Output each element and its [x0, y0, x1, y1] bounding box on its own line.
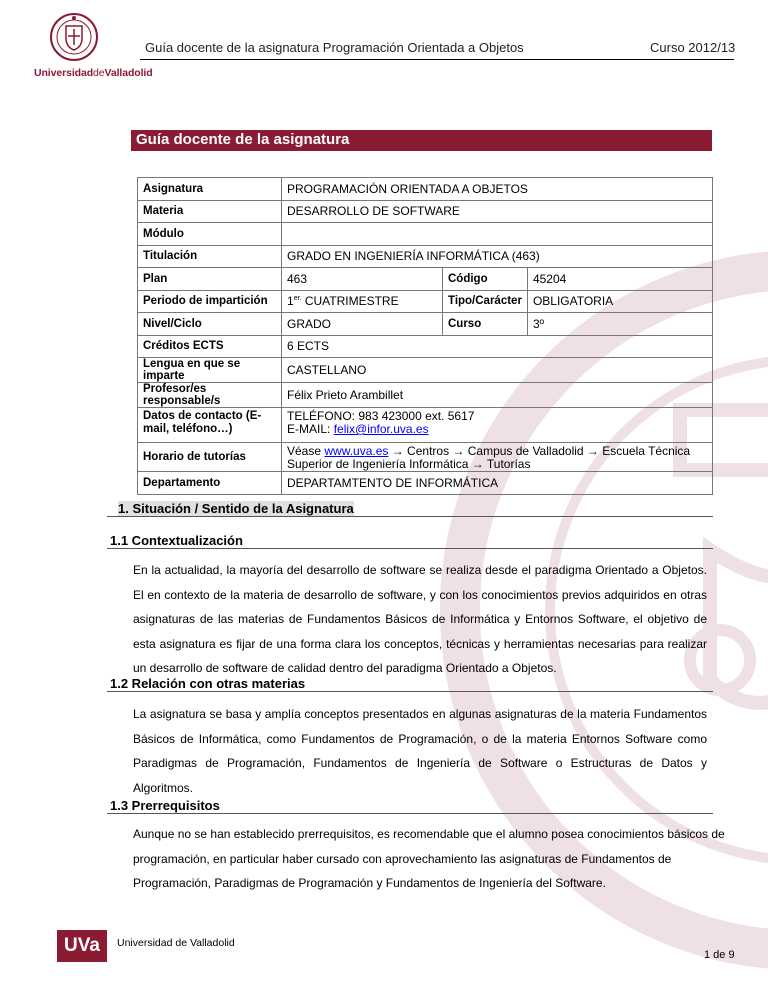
- university-logo-text: UniversidaddeValladolid: [34, 67, 153, 79]
- asignatura-value: PROGRAMACIÓN ORIENTADA A OBJETOS: [282, 178, 713, 201]
- page-number: 1 de 9: [704, 949, 735, 961]
- section-banner: [131, 130, 712, 150]
- materia-label: Materia: [138, 200, 282, 223]
- course-info-table: [137, 177, 713, 495]
- tipo-value: OBLIGATORIA: [527, 290, 712, 313]
- banner-rule: [131, 150, 712, 151]
- table-row: [138, 223, 713, 246]
- uva-website-link[interactable]: www.uva.es: [324, 444, 389, 458]
- section-1-2-heading: 1.2 Relación con otras materias: [110, 676, 306, 691]
- table-row: [138, 268, 713, 291]
- nivel-value: GRADO: [282, 313, 443, 336]
- section-1-rule: [107, 516, 713, 517]
- section-1-3-rule: [107, 813, 713, 814]
- contacto-phone: TELÉFONO: 983 423000 ext. 5617: [287, 409, 475, 423]
- curso-label: Curso: [443, 313, 528, 336]
- table-row: [138, 313, 713, 336]
- departamento-label: Departamento: [138, 472, 282, 495]
- table-row: [138, 443, 713, 472]
- section-1-1-rule: [107, 548, 713, 549]
- table-row: [138, 200, 713, 223]
- section-1-2-text: La asignatura se basa y amplía conceptos presentados en algunas asignaturas de la materia Fundamentos Básicos de Informática, como Fundamentos de Programación, o de la materia Entornos Software como Paradigmas de Programación, Fundamentos de Ingeniería de Software o Estructuras de Datos y Algoritmos.: [133, 707, 707, 795]
- section-1-3-heading: 1.3 Prerrequisitos: [110, 798, 220, 813]
- materia-value: DESARROLLO DE SOFTWARE: [282, 200, 713, 223]
- contacto-value: TELÉFONO: 983 423000 ext. 5617 E-MAIL: felix@infor.uva.es: [282, 408, 713, 443]
- header-course: Curso 2012/13: [650, 40, 736, 55]
- section-1-heading: 1. Situación / Sentido de la Asignatura: [118, 501, 354, 516]
- header-rule: [140, 59, 734, 60]
- periodo-value: $1^{er.}$ CUATRIMESTRE: [282, 290, 443, 313]
- plan-value: 463: [282, 268, 443, 291]
- section-1-1-text: En la actualidad, la mayoría del desarrollo de software se realiza desde el paradigma Orientado a Objetos. El en contexto de la materia de desarrollo de software, y con los conocimientos previos adquiridos en otras asignaturas de las materias de Fundamentos Básicos de Informática y Entornos Software, el objetivo de esta asignatura es fijar de una forma clara los conceptos, técnicas y herramientas necesarias para realizar un desarrollo de software de calidad dentro del paradigma Orientado a Objetos.: [133, 563, 707, 675]
- uva-footer-logo: UVa: [57, 930, 107, 962]
- header-title: Guía docente de la asignatura Programación Orientada a Objetos: [145, 40, 524, 55]
- table-row: [138, 472, 713, 495]
- modulo-value: [282, 223, 713, 246]
- titulacion-label: Titulación: [138, 245, 282, 268]
- periodo-label: Periodo de impartición: [138, 290, 282, 313]
- tipo-label: Tipo/Carácter: [443, 290, 528, 313]
- horario-label: Horario de tutorías: [138, 443, 282, 472]
- university-seal-logo: [50, 12, 98, 62]
- nivel-label: Nivel/Ciclo: [138, 313, 282, 336]
- contacto-label: Datos de contacto (E-mail, teléfono…): [138, 408, 282, 443]
- table-row: [138, 358, 713, 383]
- banner-title: Guía docente de la asignatura: [136, 131, 350, 148]
- table-row: [138, 383, 713, 408]
- lengua-value: CASTELLANO: [282, 358, 713, 383]
- table-row: [138, 335, 713, 358]
- table-row: [138, 290, 713, 313]
- creditos-label: Créditos ECTS: [138, 335, 282, 358]
- section-1-2-rule: [107, 691, 713, 692]
- profesor-label: Profesor/es responsable/s: [138, 383, 282, 408]
- departamento-value: DEPARTAMTENTO DE INFORMÁTICA: [282, 472, 713, 495]
- codigo-value: 45204: [527, 268, 712, 291]
- plan-label: Plan: [138, 268, 282, 291]
- creditos-value: 6 ECTS: [282, 335, 713, 358]
- email-link[interactable]: felix@infor.uva.es: [333, 422, 429, 436]
- titulacion-value: GRADO EN INGENIERÍA INFORMÁTICA (463): [282, 245, 713, 268]
- modulo-label: Módulo: [138, 223, 282, 246]
- curso-value: 3º: [527, 313, 712, 336]
- footer-university: Universidad de Valladolid: [117, 937, 235, 949]
- codigo-label: Código: [443, 268, 528, 291]
- table-row: [138, 245, 713, 268]
- lengua-label: Lengua en que se imparte: [138, 358, 282, 383]
- table-row: [138, 178, 713, 201]
- table-row: [138, 408, 713, 443]
- profesor-value: Félix Prieto Arambillet: [282, 383, 713, 408]
- section-1-3-text: Aunque no se han establecido prerrequisitos, es recomendable que el alumno posea conocimientos básicos de programación, en particular haber cursado con aprovechamiento las asignaturas de Fundamentos de Programación, Paradigmas de Programación y Fundamentos de Ingeniería del Software.: [133, 827, 725, 890]
- asignatura-label: Asignatura: [138, 178, 282, 201]
- horario-value: Véase www.uva.es → Centros → Campus de Valladolid → Escuela Técnica Superior de Ingeniería Informática → Tutorías: [282, 443, 713, 472]
- section-1-1-heading: 1.1 Contextualización: [110, 533, 243, 548]
